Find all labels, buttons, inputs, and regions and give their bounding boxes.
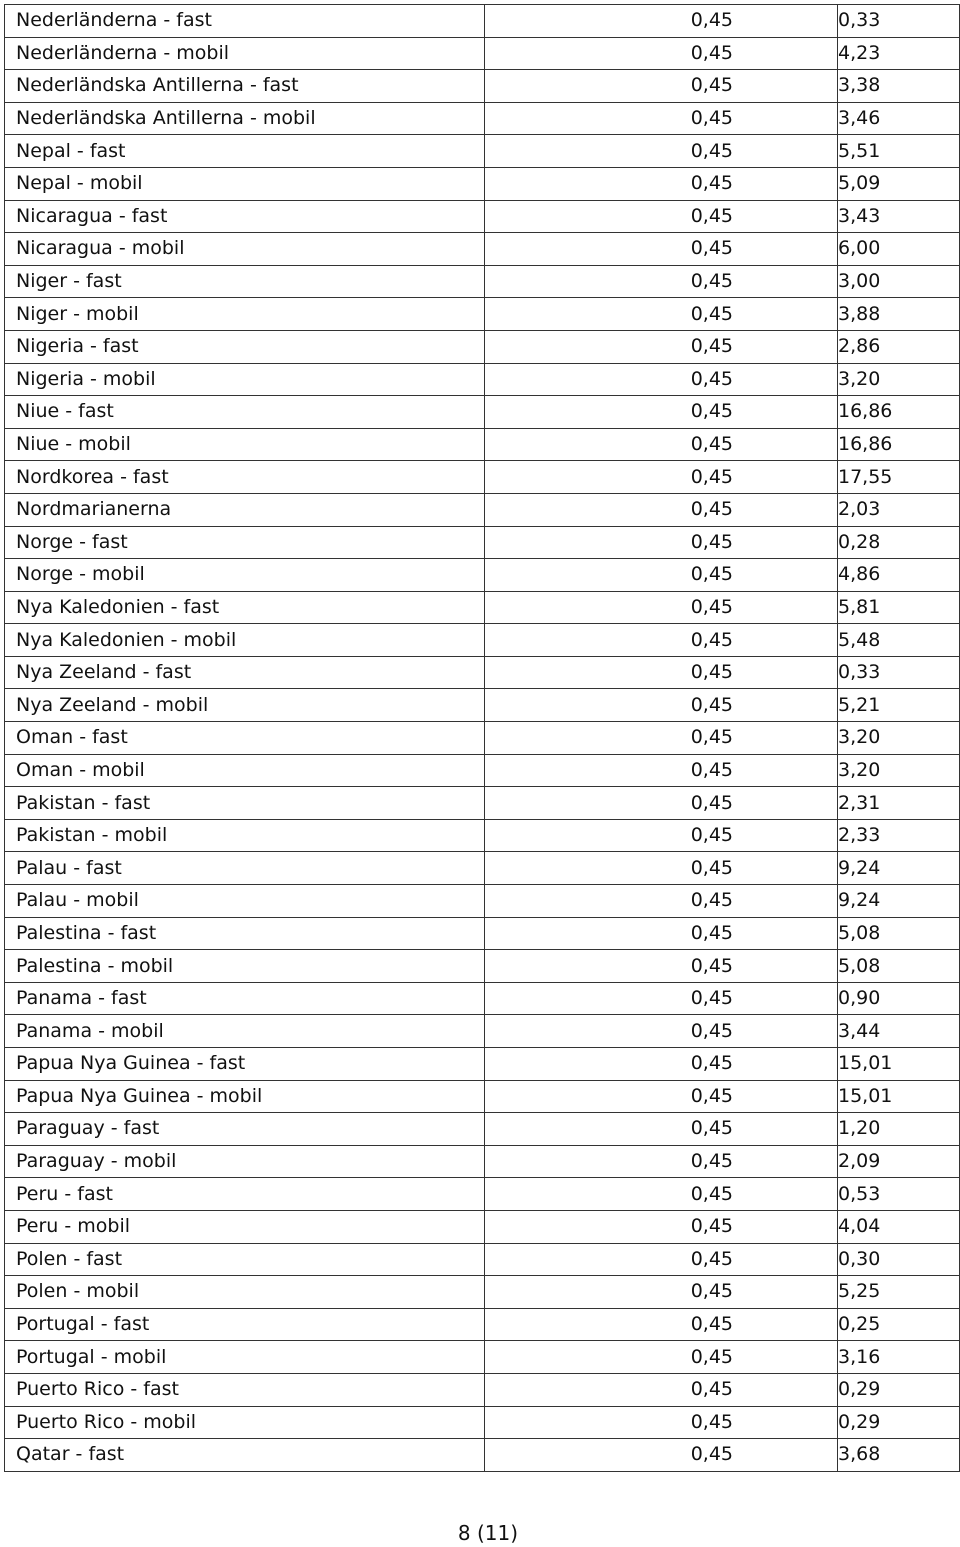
table-row xyxy=(5,950,960,983)
destination-cell: Nederländska Antillerna - fast xyxy=(5,70,485,103)
destination-cell: Pakistan - mobil xyxy=(5,819,485,852)
rate-a-cell: 0,45 xyxy=(485,950,838,983)
destination-cell: Nepal - fast xyxy=(5,135,485,168)
rate-a-cell: 0,45 xyxy=(485,167,838,200)
rate-b-cell: 2,86 xyxy=(838,330,960,363)
rate-a-cell: 0,45 xyxy=(485,1341,838,1374)
table-row xyxy=(5,428,960,461)
rate-b-cell: 9,24 xyxy=(838,885,960,918)
destination-cell: Nya Zeeland - fast xyxy=(5,656,485,689)
rate-b-cell: 3,43 xyxy=(838,200,960,233)
table-row xyxy=(5,689,960,722)
destination-cell: Polen - fast xyxy=(5,1243,485,1276)
rate-a-cell: 0,45 xyxy=(485,885,838,918)
table-row xyxy=(5,265,960,298)
table-row xyxy=(5,624,960,657)
destination-cell: Portugal - mobil xyxy=(5,1341,485,1374)
rate-b-cell: 5,81 xyxy=(838,591,960,624)
table-row xyxy=(5,1373,960,1406)
destination-cell: Oman - fast xyxy=(5,722,485,755)
rate-b-cell: 3,20 xyxy=(838,363,960,396)
table-row xyxy=(5,1113,960,1146)
rate-a-cell: 0,45 xyxy=(485,1113,838,1146)
rate-b-cell: 3,44 xyxy=(838,1015,960,1048)
rate-a-cell: 0,45 xyxy=(485,591,838,624)
rate-b-cell: 15,01 xyxy=(838,1080,960,1113)
rate-b-cell: 4,23 xyxy=(838,37,960,70)
rate-a-cell: 0,45 xyxy=(485,363,838,396)
rate-b-cell: 0,33 xyxy=(838,656,960,689)
rate-a-cell: 0,45 xyxy=(485,135,838,168)
rate-a-cell: 0,45 xyxy=(485,624,838,657)
rate-a-cell: 0,45 xyxy=(485,330,838,363)
table-row xyxy=(5,493,960,526)
destination-cell: Nederländska Antillerna - mobil xyxy=(5,102,485,135)
table-row xyxy=(5,330,960,363)
rate-a-cell: 0,45 xyxy=(485,1210,838,1243)
rate-a-cell: 0,45 xyxy=(485,1406,838,1439)
rate-a-cell: 0,45 xyxy=(485,1080,838,1113)
rate-a-cell: 0,45 xyxy=(485,787,838,820)
table-row xyxy=(5,1243,960,1276)
destination-cell: Niger - mobil xyxy=(5,298,485,331)
rate-b-cell: 16,86 xyxy=(838,428,960,461)
rate-a-cell: 0,45 xyxy=(485,1048,838,1081)
rate-a-cell: 0,45 xyxy=(485,493,838,526)
table-row xyxy=(5,70,960,103)
destination-cell: Nicaragua - mobil xyxy=(5,233,485,266)
destination-cell: Niue - mobil xyxy=(5,428,485,461)
rate-b-cell: 3,46 xyxy=(838,102,960,135)
rate-a-cell: 0,45 xyxy=(485,819,838,852)
table-row xyxy=(5,526,960,559)
rate-a-cell: 0,45 xyxy=(485,754,838,787)
destination-cell: Paraguay - fast xyxy=(5,1113,485,1146)
rate-b-cell: 15,01 xyxy=(838,1048,960,1081)
table-row xyxy=(5,1048,960,1081)
destination-cell: Palau - fast xyxy=(5,852,485,885)
rate-b-cell: 3,20 xyxy=(838,722,960,755)
table-row xyxy=(5,102,960,135)
table-row xyxy=(5,200,960,233)
table-row xyxy=(5,754,960,787)
destination-cell: Nya Kaledonien - mobil xyxy=(5,624,485,657)
destination-cell: Nordkorea - fast xyxy=(5,461,485,494)
table-row xyxy=(5,1439,960,1472)
rate-b-cell: 0,25 xyxy=(838,1308,960,1341)
destination-cell: Nederländerna - fast xyxy=(5,5,485,38)
page-number: 8 (11) xyxy=(457,1521,519,1545)
destination-cell: Niger - fast xyxy=(5,265,485,298)
table-row xyxy=(5,1178,960,1211)
destination-cell: Norge - fast xyxy=(5,526,485,559)
rate-a-cell: 0,45 xyxy=(485,1308,838,1341)
table-row xyxy=(5,982,960,1015)
destination-cell: Oman - mobil xyxy=(5,754,485,787)
rate-b-cell: 5,21 xyxy=(838,689,960,722)
rate-b-cell: 2,03 xyxy=(838,493,960,526)
rate-a-cell: 0,45 xyxy=(485,982,838,1015)
rate-a-cell: 0,45 xyxy=(485,526,838,559)
rates-table-body xyxy=(5,5,960,1472)
table-row xyxy=(5,1015,960,1048)
rates-table xyxy=(4,4,960,1472)
table-row xyxy=(5,37,960,70)
table-row xyxy=(5,1406,960,1439)
rate-b-cell: 3,00 xyxy=(838,265,960,298)
rate-b-cell: 3,20 xyxy=(838,754,960,787)
table-row xyxy=(5,363,960,396)
rate-a-cell: 0,45 xyxy=(485,233,838,266)
destination-cell: Nigeria - fast xyxy=(5,330,485,363)
rate-b-cell: 9,24 xyxy=(838,852,960,885)
destination-cell: Nordmarianerna xyxy=(5,493,485,526)
table-row xyxy=(5,1210,960,1243)
table-row xyxy=(5,1080,960,1113)
rate-a-cell: 0,45 xyxy=(485,428,838,461)
rate-b-cell: 5,08 xyxy=(838,917,960,950)
rate-b-cell: 0,90 xyxy=(838,982,960,1015)
rate-b-cell: 5,08 xyxy=(838,950,960,983)
rate-a-cell: 0,45 xyxy=(485,722,838,755)
rate-a-cell: 0,45 xyxy=(485,265,838,298)
destination-cell: Peru - fast xyxy=(5,1178,485,1211)
rate-b-cell: 0,28 xyxy=(838,526,960,559)
destination-cell: Portugal - fast xyxy=(5,1308,485,1341)
rate-b-cell: 5,48 xyxy=(838,624,960,657)
rate-a-cell: 0,45 xyxy=(485,1015,838,1048)
destination-cell: Puerto Rico - fast xyxy=(5,1373,485,1406)
rate-a-cell: 0,45 xyxy=(485,1145,838,1178)
destination-cell: Papua Nya Guinea - fast xyxy=(5,1048,485,1081)
destination-cell: Peru - mobil xyxy=(5,1210,485,1243)
rate-a-cell: 0,45 xyxy=(485,461,838,494)
rate-b-cell: 0,53 xyxy=(838,1178,960,1211)
table-row xyxy=(5,1145,960,1178)
destination-cell: Nigeria - mobil xyxy=(5,363,485,396)
rate-a-cell: 0,45 xyxy=(485,298,838,331)
rate-a-cell: 0,45 xyxy=(485,1439,838,1472)
rate-a-cell: 0,45 xyxy=(485,917,838,950)
rate-b-cell: 2,31 xyxy=(838,787,960,820)
table-row xyxy=(5,885,960,918)
destination-cell: Nederländerna - mobil xyxy=(5,37,485,70)
rate-b-cell: 3,88 xyxy=(838,298,960,331)
rate-b-cell: 5,51 xyxy=(838,135,960,168)
rate-a-cell: 0,45 xyxy=(485,5,838,38)
table-row xyxy=(5,233,960,266)
rate-b-cell: 4,86 xyxy=(838,559,960,592)
rate-b-cell: 3,68 xyxy=(838,1439,960,1472)
rate-b-cell: 2,09 xyxy=(838,1145,960,1178)
rate-a-cell: 0,45 xyxy=(485,102,838,135)
destination-cell: Paraguay - mobil xyxy=(5,1145,485,1178)
destination-cell: Panama - fast xyxy=(5,982,485,1015)
rate-a-cell: 0,45 xyxy=(485,656,838,689)
rate-b-cell: 3,38 xyxy=(838,70,960,103)
rate-a-cell: 0,45 xyxy=(485,37,838,70)
rate-a-cell: 0,45 xyxy=(485,200,838,233)
rate-b-cell: 0,29 xyxy=(838,1373,960,1406)
rate-a-cell: 0,45 xyxy=(485,689,838,722)
destination-cell: Qatar - fast xyxy=(5,1439,485,1472)
destination-cell: Nya Kaledonien - fast xyxy=(5,591,485,624)
rate-a-cell: 0,45 xyxy=(485,396,838,429)
rate-a-cell: 0,45 xyxy=(485,1178,838,1211)
destination-cell: Palestina - mobil xyxy=(5,950,485,983)
destination-cell: Pakistan - fast xyxy=(5,787,485,820)
rate-b-cell: 0,33 xyxy=(838,5,960,38)
destination-cell: Nya Zeeland - mobil xyxy=(5,689,485,722)
rate-b-cell: 16,86 xyxy=(838,396,960,429)
destination-cell: Nepal - mobil xyxy=(5,167,485,200)
table-row xyxy=(5,591,960,624)
rate-b-cell: 17,55 xyxy=(838,461,960,494)
table-row xyxy=(5,1276,960,1309)
table-row xyxy=(5,559,960,592)
destination-cell: Polen - mobil xyxy=(5,1276,485,1309)
rate-a-cell: 0,45 xyxy=(485,1373,838,1406)
rate-b-cell: 4,04 xyxy=(838,1210,960,1243)
rate-b-cell: 5,25 xyxy=(838,1276,960,1309)
table-row xyxy=(5,1341,960,1374)
rate-b-cell: 0,30 xyxy=(838,1243,960,1276)
rate-b-cell: 0,29 xyxy=(838,1406,960,1439)
rate-a-cell: 0,45 xyxy=(485,1276,838,1309)
destination-cell: Niue - fast xyxy=(5,396,485,429)
destination-cell: Nicaragua - fast xyxy=(5,200,485,233)
table-row xyxy=(5,852,960,885)
rate-a-cell: 0,45 xyxy=(485,852,838,885)
table-row xyxy=(5,819,960,852)
destination-cell: Papua Nya Guinea - mobil xyxy=(5,1080,485,1113)
rate-a-cell: 0,45 xyxy=(485,70,838,103)
table-row xyxy=(5,787,960,820)
table-row xyxy=(5,461,960,494)
rate-b-cell: 5,09 xyxy=(838,167,960,200)
destination-cell: Palau - mobil xyxy=(5,885,485,918)
rate-b-cell: 2,33 xyxy=(838,819,960,852)
table-row xyxy=(5,135,960,168)
rate-b-cell: 3,16 xyxy=(838,1341,960,1374)
rate-a-cell: 0,45 xyxy=(485,1243,838,1276)
destination-cell: Puerto Rico - mobil xyxy=(5,1406,485,1439)
table-row xyxy=(5,917,960,950)
destination-cell: Panama - mobil xyxy=(5,1015,485,1048)
rate-a-cell: 0,45 xyxy=(485,559,838,592)
table-row xyxy=(5,656,960,689)
table-row xyxy=(5,167,960,200)
table-row xyxy=(5,1308,960,1341)
destination-cell: Palestina - fast xyxy=(5,917,485,950)
table-row xyxy=(5,298,960,331)
table-row xyxy=(5,722,960,755)
rate-b-cell: 1,20 xyxy=(838,1113,960,1146)
table-row xyxy=(5,396,960,429)
destination-cell: Norge - mobil xyxy=(5,559,485,592)
rate-b-cell: 6,00 xyxy=(838,233,960,266)
table-row xyxy=(5,5,960,38)
